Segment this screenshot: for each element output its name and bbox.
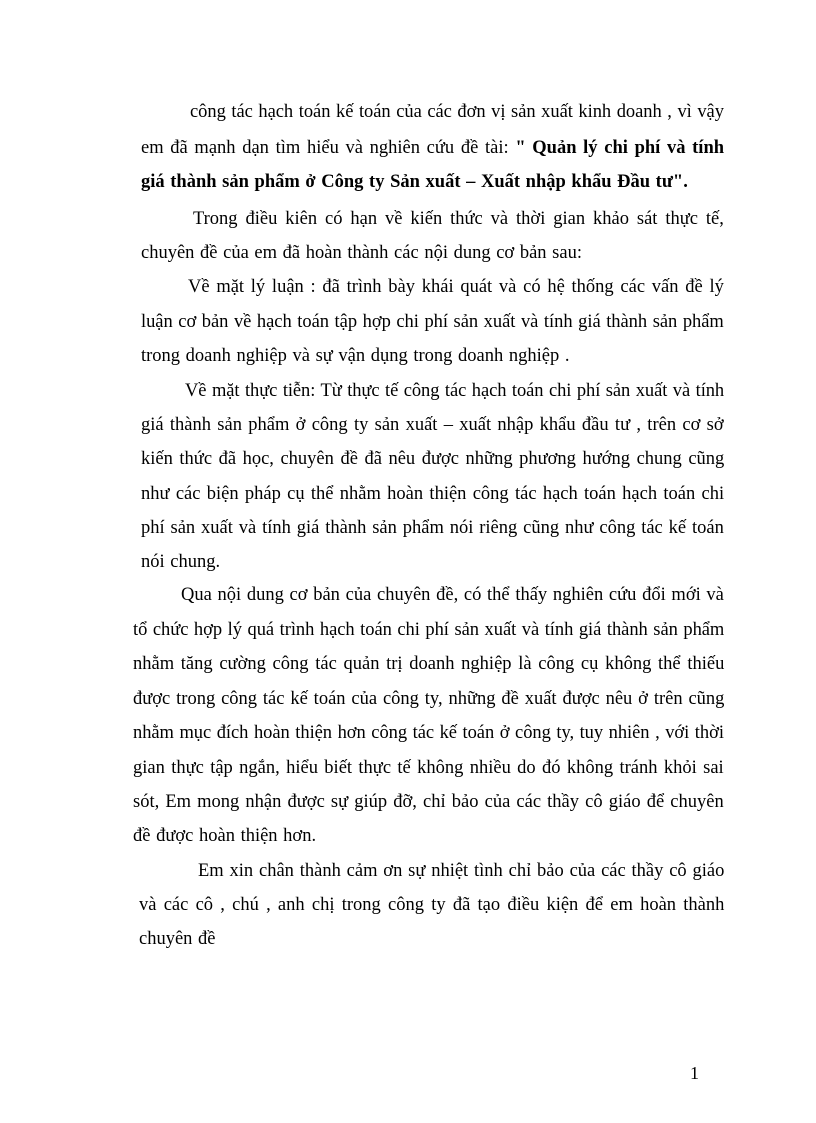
text-line: Trong điều kiên có hạn về kiến thức và thời gian khảo sát thực tế,	[193, 209, 724, 229]
thesis-title: " Quản lý chi phí và tính	[515, 138, 725, 158]
text-line: tổ chức hợp lý quá trình hạch toán chi phí sản xuất và tính giá thành sản phẩm	[133, 620, 725, 640]
text-line: phí sản xuất và tính giá thành sản phẩm nói riêng cũng như công tác kế toán	[141, 518, 724, 538]
text-line: Em xin chân thành cảm ơn sự nhiệt tình chỉ bảo của các thầy cô giáo	[198, 861, 725, 881]
text-line: trong doanh nghiệp và sự vận dụng trong doanh nghiệp .	[141, 346, 570, 366]
thesis-title: giá thành sản phẩm ở Công ty Sản xuất – Xuất nhập khẩu Đầu tư".	[141, 172, 688, 192]
text-line: được trong công tác kế toán của công ty, những đề xuất được nêu ở trên cũng	[133, 689, 725, 709]
text-line: nhằm tăng cường công tác quản trị doanh nghiệp là công cụ không thể thiếu	[133, 654, 725, 674]
text-line: Qua nội dung cơ bản của chuyên đề, có thể thấy nghiên cứu đổi mới và	[181, 585, 724, 605]
text-line: chuyên đề	[139, 929, 216, 949]
text-line: như các biện pháp cụ thể nhằm hoàn thiện công tác hạch toán hạch toán chi	[141, 484, 725, 504]
text-line: đề được hoàn thiện hơn.	[133, 826, 317, 846]
text-line	[141, 137, 724, 159]
text-line: Về mặt lý luận : đã trình bày khái quát và có hệ thống các vấn đề lý	[188, 277, 724, 297]
text-line: luận cơ bản về hạch toán tập hợp chi phí sản xuất và tính giá thành sản phẩm	[141, 312, 724, 332]
text-line: công tác hạch toán kế toán của các đơn vị sản xuất kinh doanh , vì vậy	[190, 102, 724, 122]
text-run: em đã mạnh dạn tìm hiểu và nghiên cứu đề tài:	[141, 138, 516, 158]
page-number: 1	[690, 1063, 699, 1083]
text-line: gian thực tập ngắn, hiểu biết thực tế không nhiều do đó không tránh khỏi sai	[133, 758, 724, 778]
text-line: và các cô , chú , anh chị trong công ty đã tạo điều kiện để em hoàn thành	[139, 895, 725, 915]
text-line: giá thành sản phẩm ở công ty sản xuất – xuất nhập khẩu đầu tư , trên cơ sở	[141, 415, 724, 435]
text-line: sót, Em mong nhận được sự giúp đỡ, chỉ bảo của các thầy cô giáo để chuyên	[133, 792, 724, 812]
text-line: Về mặt thực tiễn: Từ thực tế công tác hạch toán chi phí sản xuất và tính	[185, 381, 725, 401]
text-line: kiến thức đã học, chuyên đề đã nêu được những phương hướng chung cũng	[141, 449, 725, 469]
text-line: nói chung.	[141, 552, 221, 572]
text-line: nhằm mục đích hoàn thiện hơn công tác kế toán ở công ty, tuy nhiên , với thời	[133, 723, 724, 743]
text-line: chuyên đề của em đã hoàn thành các nội dung cơ bản sau:	[141, 243, 582, 263]
